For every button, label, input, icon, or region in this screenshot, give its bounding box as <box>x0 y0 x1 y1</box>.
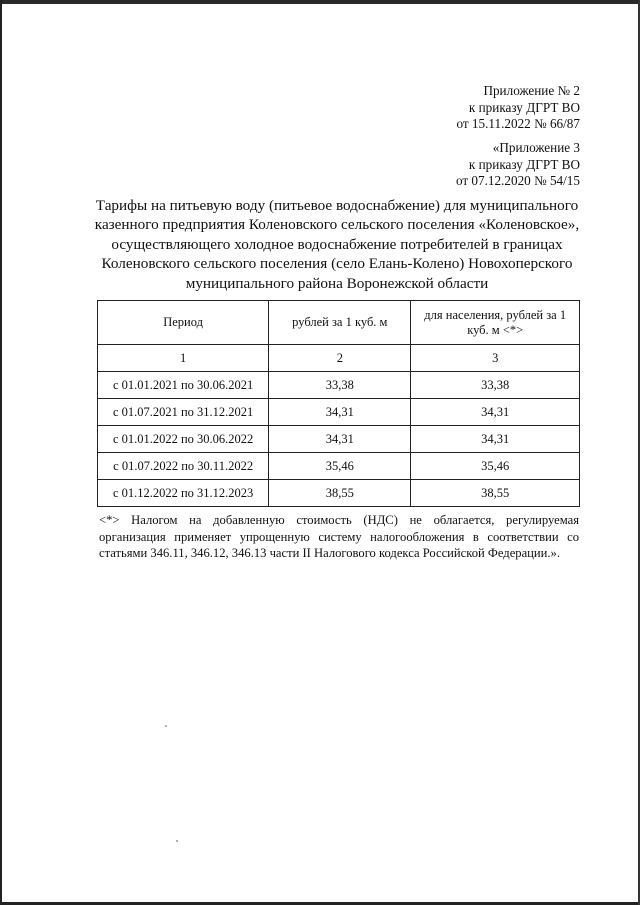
population-price-cell: 34,31 <box>411 426 580 453</box>
price-cell: 33,38 <box>269 372 411 399</box>
population-price-cell: 34,31 <box>411 399 580 426</box>
attachment-reference <box>456 140 580 190</box>
title-line: муниципального района Воронежской области <box>185 274 489 292</box>
reference-number: «Приложение 3 <box>492 140 580 155</box>
document-title <box>92 196 582 293</box>
header-population-price: для населения, рублей за 1 куб. м <*> <box>411 301 580 345</box>
scan-speck <box>165 725 167 727</box>
header-price: рублей за 1 куб. м <box>269 301 411 345</box>
reference-date: от 07.12.2020 № 54/15 <box>455 173 580 188</box>
population-price-cell: 33,38 <box>411 372 580 399</box>
period-cell: с 01.07.2022 по 30.11.2022 <box>98 453 269 480</box>
tariff-table <box>97 300 580 507</box>
period-cell: с 01.07.2021 по 31.12.2021 <box>98 399 269 426</box>
attachment-date: от 15.11.2022 № 66/87 <box>456 116 580 131</box>
price-cell: 35,46 <box>269 453 411 480</box>
population-price-cell: 38,55 <box>411 480 580 507</box>
table-row <box>98 426 580 453</box>
attachment-number: Приложение № 2 <box>483 83 580 98</box>
scan-top-edge <box>2 0 640 4</box>
header-period: Период <box>98 301 269 345</box>
reference-order: к приказу ДГРТ ВО <box>468 156 580 172</box>
column-number: 3 <box>411 345 580 372</box>
price-cell: 34,31 <box>269 426 411 453</box>
title-line: Тарифы на питьевую воду (питьевое водоснабжение) для муниципального <box>95 197 579 214</box>
table-row <box>98 453 580 480</box>
price-cell: 34,31 <box>269 399 411 426</box>
table-row <box>98 399 580 426</box>
table-row <box>98 480 580 507</box>
table-header-row <box>98 301 580 345</box>
title-line: казенного предприятия Коленовского сельского поселения «Коленовское», <box>94 216 580 234</box>
table-numbering-row <box>98 345 580 372</box>
price-cell: 38,55 <box>269 480 411 507</box>
attachment-order: к приказу ДГРТ ВО <box>468 99 580 115</box>
period-cell: с 01.01.2022 по 30.06.2022 <box>98 426 269 453</box>
column-number: 1 <box>98 345 269 372</box>
population-price-cell: 35,46 <box>411 453 580 480</box>
title-line: осуществляющего холодное водоснабжение потребителей в границах <box>111 235 563 253</box>
title-line: Коленовского сельского поселения (село Елань-Колено) Новохоперского <box>101 255 573 273</box>
attachment-header <box>456 83 580 133</box>
table-row <box>98 372 580 399</box>
period-cell: с 01.12.2022 по 31.12.2023 <box>98 480 269 507</box>
period-cell: с 01.01.2021 по 30.06.2021 <box>98 372 269 399</box>
footnote: <*> Налогом на добавленную стоимость (НДС) не облагается, регулируемая организация применяет упрощенную систему налогообложения в соответствии со статьями 346.11, 346.12, 346.13 части II Налогового кодекса Российской Федерации.». <box>99 513 579 561</box>
scan-speck <box>176 840 178 842</box>
column-number: 2 <box>269 345 411 372</box>
